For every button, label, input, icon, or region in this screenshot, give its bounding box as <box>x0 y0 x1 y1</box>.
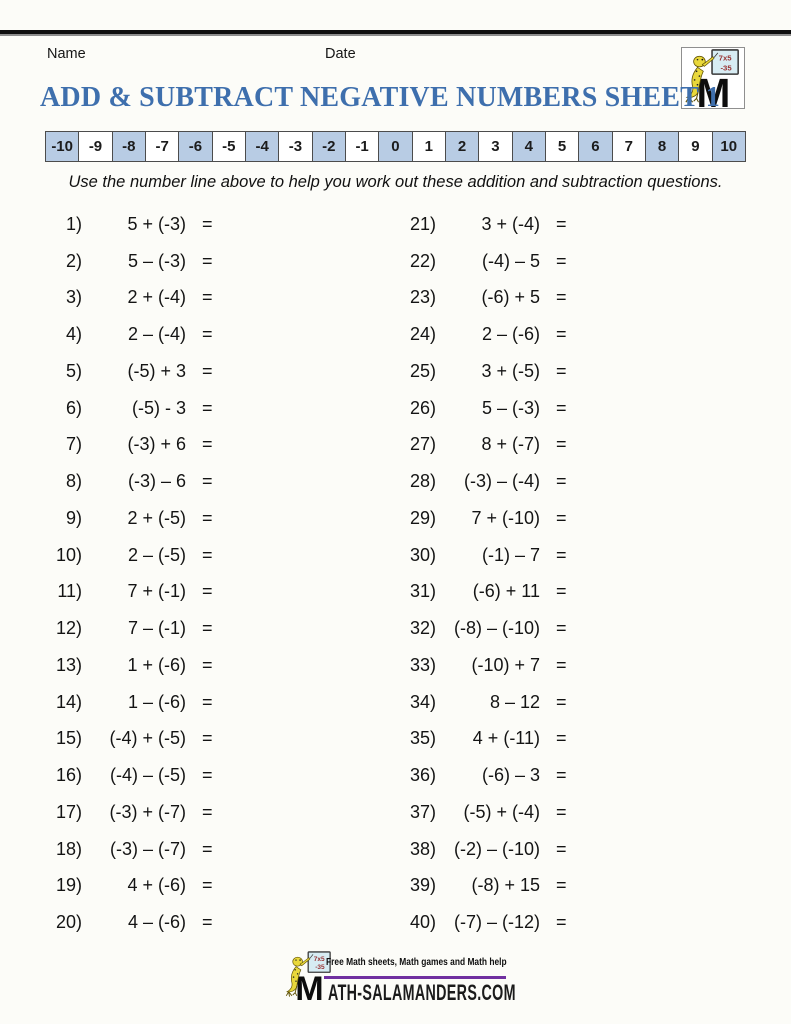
problem-number: 7) <box>65 434 82 455</box>
problems-column-left <box>44 206 220 941</box>
number-line-cell: -7 <box>145 132 178 161</box>
problem-number: 13) <box>55 654 82 675</box>
problem-expression: (-1) – 7 <box>481 544 540 565</box>
equals-sign: = <box>556 397 567 418</box>
problem-number: 20) <box>55 912 82 933</box>
problem-number: 6) <box>65 397 82 418</box>
problem-row <box>44 794 220 831</box>
problem-row <box>44 574 220 611</box>
number-line-cell: -4 <box>245 132 278 161</box>
problem-row <box>44 537 220 574</box>
problem-expression: 5 – (-3) <box>481 397 540 418</box>
problem-expression: 4 + (-6) <box>127 875 186 896</box>
equals-sign: = <box>202 324 213 345</box>
problem-number: 31) <box>409 581 436 602</box>
problem-expression: (-6) – 3 <box>481 765 540 786</box>
problem-expression: 7 + (-10) <box>471 507 540 528</box>
problem-expression: 7 + (-1) <box>127 581 186 602</box>
problem-expression: (-8) – (-10) <box>453 618 540 639</box>
page-title: ADD & SUBTRACT NEGATIVE NUMBERS SHEET 1 <box>40 82 720 113</box>
problem-expression: 5 – (-3) <box>127 250 186 271</box>
problem-row <box>398 574 574 611</box>
problem-expression: (-3) – (-7) <box>110 838 186 859</box>
problem-number: 18) <box>55 838 82 859</box>
equals-sign: = <box>202 213 213 234</box>
problem-expression: 2 + (-4) <box>127 287 186 308</box>
problem-number: 14) <box>55 691 82 712</box>
problem-number: 23) <box>409 287 436 308</box>
problem-number: 11) <box>57 581 82 602</box>
problem-expression: 2 – (-6) <box>481 324 540 345</box>
footer-site-text: ATH-SALAMANDERS.COM <box>328 980 516 1005</box>
problem-expression: (-6) + 5 <box>481 287 540 308</box>
name-label: Name <box>47 46 86 62</box>
equals-sign: = <box>556 838 567 859</box>
problem-number: 34) <box>409 691 436 712</box>
equals-sign: = <box>202 912 213 933</box>
problem-number: 5) <box>65 360 82 381</box>
equals-sign: = <box>556 765 567 786</box>
problem-row <box>44 757 220 794</box>
problem-row <box>44 280 220 317</box>
equals-sign: = <box>202 434 213 455</box>
number-line-cell: 8 <box>645 132 678 161</box>
equals-sign: = <box>556 654 567 675</box>
problem-row <box>398 463 574 500</box>
number-line-cell: -10 <box>46 132 78 161</box>
problem-row <box>398 390 574 427</box>
equals-sign: = <box>556 250 567 271</box>
problem-row <box>44 206 220 243</box>
problem-row <box>398 757 574 794</box>
problem-number: 28) <box>409 471 436 492</box>
problem-number: 37) <box>409 801 436 822</box>
number-line-cell: -9 <box>78 132 111 161</box>
problem-expression: 4 – (-6) <box>127 912 186 933</box>
problem-number: 17) <box>55 801 82 822</box>
problem-number: 21) <box>409 213 436 234</box>
number-line-cell: 2 <box>445 132 478 161</box>
problem-expression: (-5) + 3 <box>127 360 186 381</box>
number-line-cell: -2 <box>312 132 345 161</box>
number-line-cell: 5 <box>545 132 578 161</box>
problem-expression: (-5) + (-4) <box>463 801 540 822</box>
problem-expression: 2 + (-5) <box>127 507 186 528</box>
problem-expression: 1 – (-6) <box>127 691 186 712</box>
number-line-cell: -1 <box>345 132 378 161</box>
problem-row <box>44 647 220 684</box>
equals-sign: = <box>202 838 213 859</box>
problem-number: 26) <box>409 397 436 418</box>
problem-expression: (-4) – (-5) <box>110 765 186 786</box>
number-line-cell: 9 <box>678 132 711 161</box>
problem-expression: (-3) – (-4) <box>464 471 540 492</box>
equals-sign: = <box>202 544 213 565</box>
problem-expression: 8 – 12 <box>489 691 540 712</box>
number-line-cell: 4 <box>512 132 545 161</box>
equals-sign: = <box>202 875 213 896</box>
problem-number: 36) <box>409 765 436 786</box>
footer-divider <box>324 976 506 979</box>
number-line-cell: 7 <box>612 132 645 161</box>
equals-sign: = <box>556 581 567 602</box>
equals-sign: = <box>556 691 567 712</box>
equals-sign: = <box>556 213 567 234</box>
problem-expression: (-8) + 15 <box>471 875 540 896</box>
problem-row <box>44 684 220 721</box>
problem-row <box>44 427 220 464</box>
problem-number: 38) <box>409 838 436 859</box>
equals-sign: = <box>202 507 213 528</box>
top-divider <box>0 30 791 36</box>
equals-sign: = <box>202 654 213 675</box>
equals-sign: = <box>556 434 567 455</box>
equals-sign: = <box>556 360 567 381</box>
number-line-cell: 3 <box>478 132 511 161</box>
problem-expression: 1 + (-6) <box>127 654 186 675</box>
problem-number: 9) <box>65 507 82 528</box>
problem-expression: (-10) + 7 <box>471 654 540 675</box>
equals-sign: = <box>556 287 567 308</box>
problem-number: 40) <box>409 912 436 933</box>
footer-tagline: Free Math sheets, Math games and Math help <box>326 957 507 968</box>
number-line-cell: 10 <box>712 132 745 161</box>
problem-row <box>398 353 574 390</box>
problem-row <box>398 243 574 280</box>
problem-row <box>398 206 574 243</box>
number-line-cell: -6 <box>178 132 211 161</box>
problem-number: 8) <box>65 471 82 492</box>
problem-expression: (-6) + 11 <box>472 581 540 602</box>
problem-expression: (-7) – (-12) <box>453 912 540 933</box>
problem-expression: 3 + (-4) <box>481 213 540 234</box>
equals-sign: = <box>202 691 213 712</box>
problems-area <box>44 206 574 941</box>
problem-number: 19) <box>55 875 82 896</box>
equals-sign: = <box>202 581 213 602</box>
problem-number: 15) <box>55 728 82 749</box>
problem-expression: 2 – (-4) <box>127 324 186 345</box>
number-line-cell: 0 <box>378 132 411 161</box>
problem-number: 12) <box>55 618 82 639</box>
problem-row <box>44 390 220 427</box>
problem-number: 29) <box>409 507 436 528</box>
problem-number: 10) <box>55 544 82 565</box>
problem-row <box>398 427 574 464</box>
problem-expression: (-5) - 3 <box>132 397 186 418</box>
number-line-cell: 6 <box>578 132 611 161</box>
problem-expression: (-4) – 5 <box>481 250 540 271</box>
equals-sign: = <box>556 471 567 492</box>
number-line-cell: -8 <box>112 132 145 161</box>
problem-row <box>44 243 220 280</box>
equals-sign: = <box>202 287 213 308</box>
problem-number: 39) <box>409 875 436 896</box>
number-line <box>45 131 746 162</box>
problem-row <box>398 500 574 537</box>
problem-expression: (-3) – 6 <box>127 471 186 492</box>
problem-row <box>398 647 574 684</box>
problem-number: 1) <box>65 213 82 234</box>
problem-expression: 3 + (-5) <box>481 360 540 381</box>
equals-sign: = <box>202 250 213 271</box>
problem-row <box>398 280 574 317</box>
equals-sign: = <box>202 360 213 381</box>
number-line-cell: 1 <box>412 132 445 161</box>
problem-row <box>44 831 220 868</box>
problem-number: 25) <box>409 360 436 381</box>
problem-row <box>398 684 574 721</box>
problem-row <box>44 463 220 500</box>
problem-expression: 2 – (-5) <box>127 544 186 565</box>
problem-expression: 4 + (-11) <box>472 728 540 749</box>
problem-expression: 8 + (-7) <box>481 434 540 455</box>
problem-row <box>398 904 574 941</box>
problem-number: 33) <box>409 654 436 675</box>
equals-sign: = <box>202 397 213 418</box>
problem-row <box>398 831 574 868</box>
problem-number: 24) <box>409 324 436 345</box>
problem-expression: 5 + (-3) <box>127 213 186 234</box>
number-line-cell: -3 <box>278 132 311 161</box>
problem-row <box>398 868 574 905</box>
problem-expression: (-4) + (-5) <box>109 728 186 749</box>
equals-sign: = <box>202 765 213 786</box>
equals-sign: = <box>556 912 567 933</box>
problem-row <box>398 721 574 758</box>
problem-expression: (-3) + (-7) <box>109 801 186 822</box>
problem-row <box>44 316 220 353</box>
equals-sign: = <box>556 801 567 822</box>
equals-sign: = <box>556 507 567 528</box>
number-line-cell: -5 <box>212 132 245 161</box>
problem-number: 16) <box>55 765 82 786</box>
problem-number: 3) <box>65 287 82 308</box>
problem-number: 32) <box>409 618 436 639</box>
problem-row <box>44 721 220 758</box>
problem-number: 30) <box>409 544 436 565</box>
equals-sign: = <box>556 618 567 639</box>
problem-row <box>44 500 220 537</box>
equals-sign: = <box>556 875 567 896</box>
problem-number: 4) <box>65 324 82 345</box>
problem-row <box>44 353 220 390</box>
equals-sign: = <box>202 728 213 749</box>
problem-row <box>398 610 574 647</box>
problem-number: 27) <box>409 434 436 455</box>
equals-sign: = <box>202 471 213 492</box>
problem-number: 2) <box>65 250 82 271</box>
problem-row <box>44 610 220 647</box>
date-label: Date <box>325 46 356 62</box>
problem-number: 35) <box>409 728 436 749</box>
problem-number: 22) <box>409 250 436 271</box>
problem-expression: 7 – (-1) <box>127 618 186 639</box>
problem-row <box>398 316 574 353</box>
problem-row <box>44 904 220 941</box>
problems-column-right <box>398 206 574 941</box>
equals-sign: = <box>202 618 213 639</box>
equals-sign: = <box>556 324 567 345</box>
problem-expression: (-3) + 6 <box>127 434 186 455</box>
problem-row <box>398 537 574 574</box>
equals-sign: = <box>556 544 567 565</box>
instruction-text: Use the number line above to help you work out these addition and subtraction questions. <box>68 173 723 191</box>
equals-sign: = <box>202 801 213 822</box>
problem-row <box>44 868 220 905</box>
problem-expression: (-2) – (-10) <box>453 838 540 859</box>
equals-sign: = <box>556 728 567 749</box>
problem-row <box>398 794 574 831</box>
